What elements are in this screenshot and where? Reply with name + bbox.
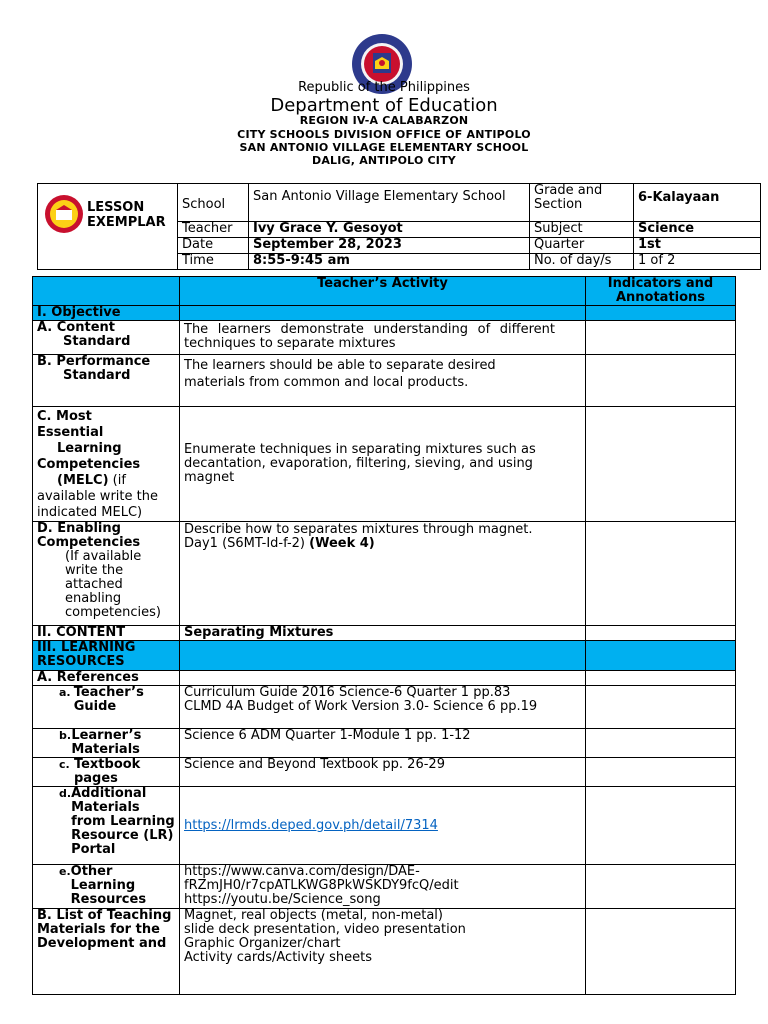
grade-value: 6-Kalayaan (634, 184, 761, 222)
teacher-value: Ivy Grace Y. Gesoyot (249, 222, 530, 238)
content-standard-text: The learners demonstrate understanding of different techniques to separate mixtures (180, 321, 586, 355)
melc-text: Enumerate techniques in separating mixtures such as decantation, evaporation, filtering, sieving, and using magnet (180, 407, 586, 522)
content-standard-label: A. Content Standard (33, 321, 180, 355)
lr-portal-link[interactable]: https://lrmds.deped.gov.ph/detail/7314 (184, 817, 438, 833)
exemplar-label: EXEMPLAR (87, 215, 166, 230)
learners-materials-label: b. Learner’s Materials (33, 729, 180, 758)
school-label: School (178, 184, 249, 222)
time-label: Time (178, 254, 249, 270)
date-label: Date (178, 238, 249, 254)
quarter-label: Quarter (530, 238, 634, 254)
division-line: CITY SCHOOLS DIVISION OFFICE OF ANTIPOLO (237, 128, 531, 141)
content-value: Separating Mixtures (180, 626, 586, 641)
date-value: September 28, 2023 (249, 238, 530, 254)
list-of-materials-label: B. List of Teaching Materials for the Development and (33, 909, 180, 995)
additional-materials-label: d. Additional Materials from Learning Resource (LR) Portal (33, 787, 180, 865)
department-title: Department of Education (270, 95, 498, 116)
content-label: II. CONTENT (33, 626, 180, 641)
republic-line: Republic of the Philippines (298, 80, 470, 95)
region-line: REGION IV-A CALABARZON (299, 114, 469, 127)
learning-resources-label: III. LEARNING RESOURCES (33, 641, 180, 671)
performance-standard-label: B. Performance Standard (33, 355, 180, 407)
performance-standard-text: The learners should be able to separate desired materials from common and local products. (180, 355, 586, 407)
references-label: A. References (33, 671, 180, 686)
subject-value: Science (634, 222, 761, 238)
subject-label: Subject (530, 222, 634, 238)
lesson-plan-table (32, 276, 736, 995)
days-value: 1 of 2 (634, 254, 761, 270)
list-of-materials-text: Magnet, real objects (metal, non-metal) slide deck presentation, video presentation Graphic Organizer/chart Activity cards/Activity sheets (180, 909, 586, 995)
lr-portal-cell (180, 787, 586, 865)
address-line: DALIG, ANTIPOLO CITY (312, 154, 456, 167)
indicators-header: Indicators and Annotations (586, 277, 736, 306)
lesson-label: LESSON (87, 200, 145, 215)
header-blank (33, 277, 180, 306)
school-logo (44, 194, 84, 234)
days-label: No. of day/s (530, 254, 634, 270)
enabling-competencies-text: Describe how to separates mixtures through magnet. Day1 (S6MT-Id-f-2) (Week 4) (180, 522, 586, 626)
enabling-competencies-label: D. Enabling Competencies (If available write the attached enabling competencies) (33, 522, 180, 626)
teachers-guide-label: a. Teacher’s Guide (33, 686, 180, 729)
textbook-pages-label: c. Textbook pages (33, 758, 180, 787)
teachers-activity-header: Teacher’s Activity (180, 277, 586, 306)
school-name-line: SAN ANTONIO VILLAGE ELEMENTARY SCHOOL (239, 141, 529, 154)
objective-label: I. Objective (33, 306, 180, 321)
learners-materials-text: Science 6 ADM Quarter 1-Module 1 pp. 1-12 (180, 729, 586, 758)
lesson-info-table (37, 183, 761, 270)
teachers-guide-text: Curriculum Guide 2016 Science-6 Quarter 1 pp.83 CLMD 4A Budget of Work Version 3.0- Science 6 pp.19 (180, 686, 586, 729)
teacher-label: Teacher (178, 222, 249, 238)
textbook-pages-text: Science and Beyond Textbook pp. 26-29 (180, 758, 586, 787)
school-value: San Antonio Village Elementary School (249, 184, 530, 222)
other-learning-resources-text: https://www.canva.com/design/DAE-fRZmJH0/r7cpATLKWG8PkWSKDY9fcQ/edit https://youtu.be/Science_song (180, 865, 586, 909)
melc-label: C. Most Essential Learning Competencies (MELC) (if available write the indicated MELC) (33, 407, 180, 522)
quarter-value: 1st (634, 238, 761, 254)
other-learning-resources-label: e. Other Learning Resources (33, 865, 180, 909)
grade-label: Grade and Section (530, 184, 634, 222)
time-value: 8:55-9:45 am (249, 254, 530, 270)
lesson-exemplar-cell (38, 184, 178, 270)
